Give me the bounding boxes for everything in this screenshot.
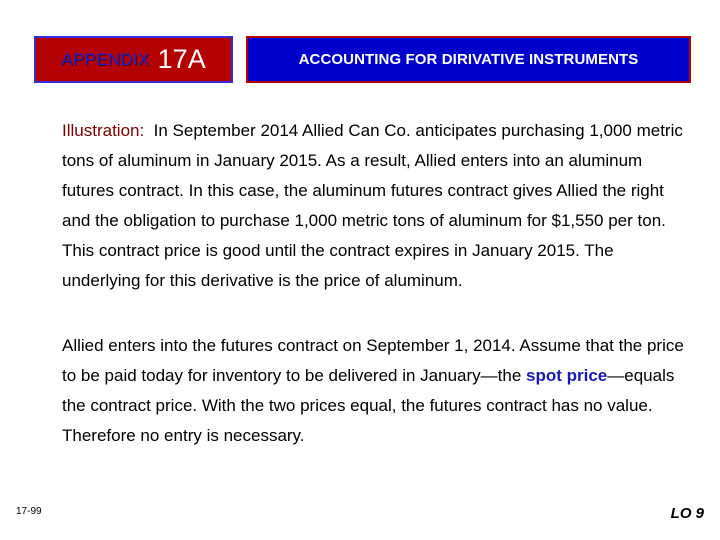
appendix-banner xyxy=(34,36,233,83)
entry-text-after: —equals the contract price. With the two prices equal, the futures contract has no value. Therefore no entry is necessary. xyxy=(62,366,675,445)
entry-text-before: Allied enters into the futures contract on September 1, 2014. Assume that the price to be paid today for inventory to be delivered in January—the xyxy=(62,336,684,385)
slide-title: ACCOUNTING FOR DIRIVATIVE INSTRUMENTS xyxy=(298,51,639,68)
slide-number: 17-99 xyxy=(16,506,42,517)
spot-price-term: spot price xyxy=(526,366,608,385)
entry-paragraph xyxy=(62,331,688,451)
appendix-label: APPENDIX xyxy=(61,49,150,69)
appendix-number: 17A xyxy=(157,44,206,74)
illustration-text: In September 2014 Allied Can Co. anticipates purchasing 1,000 metric tons of aluminum in January 2015. As a result, Allied enters into an aluminum futures contract. In this case, the aluminum futures contract gives Allied the right and the obligation to purchase 1,000 metric tons of aluminum for $1,550 per ton. This contract price is good until the contract expires in January 2015. The underlying for this derivative is the price of aluminum. xyxy=(62,121,683,290)
illustration-label: Illustration: xyxy=(62,121,145,140)
illustration-paragraph xyxy=(62,116,688,296)
learning-objective-tag: LO 9 xyxy=(670,505,704,522)
title-banner xyxy=(246,36,691,83)
